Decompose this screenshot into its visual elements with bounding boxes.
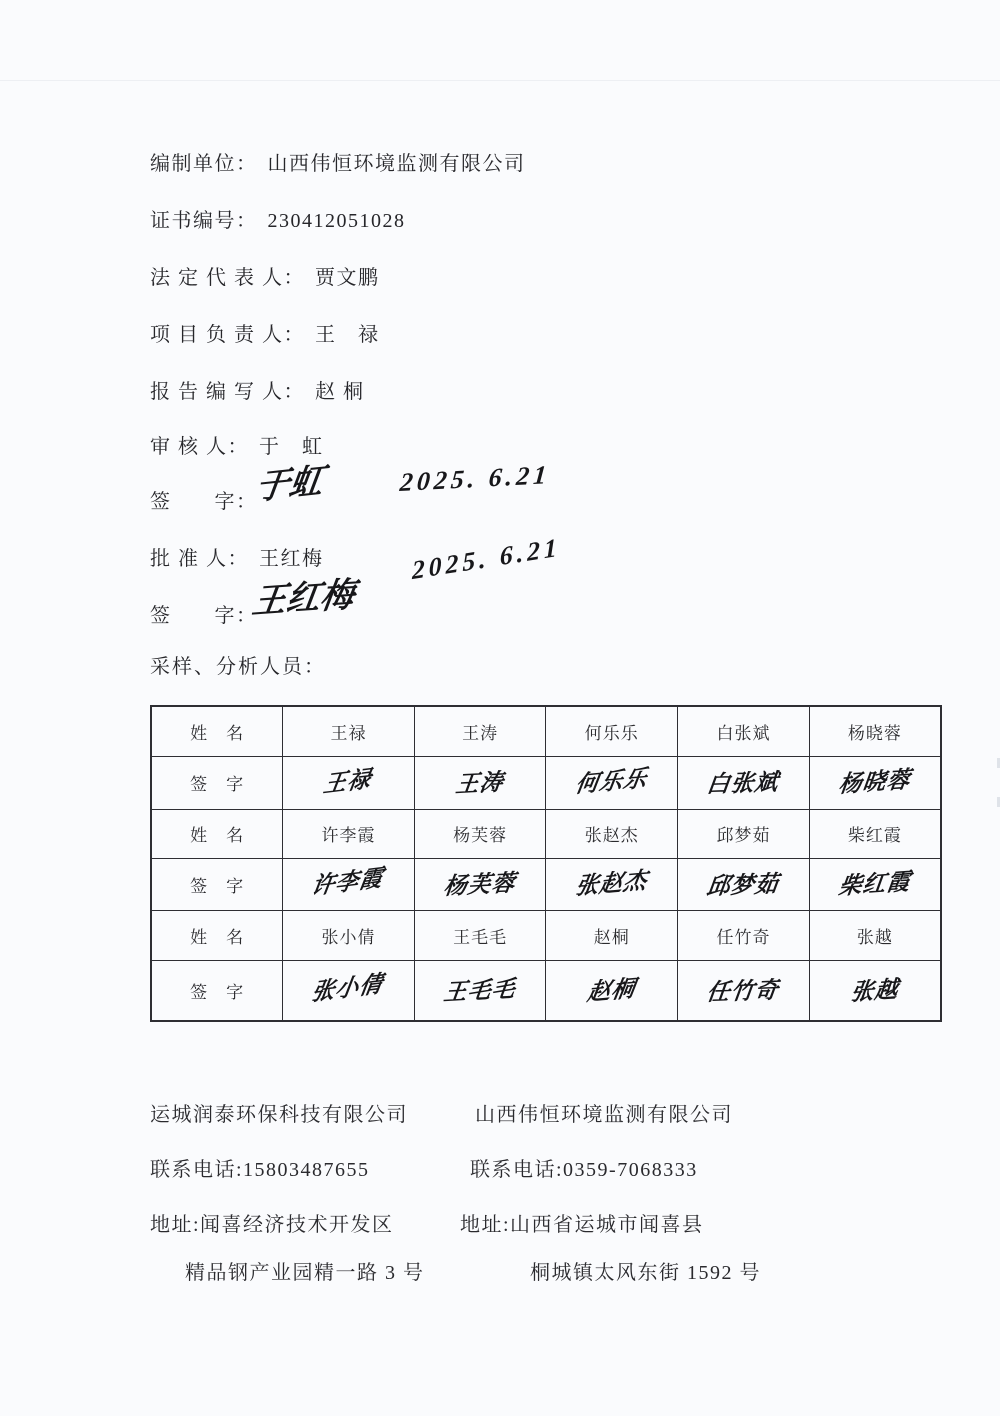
name-cell: 王涛 bbox=[414, 706, 546, 756]
name-cell: 张赵杰 bbox=[546, 809, 678, 858]
row-label-signature: 签 字 bbox=[151, 960, 283, 1021]
footer-right-company: 山西伟恒环境监测有限公司 bbox=[475, 1104, 733, 1126]
signature-handwriting: 杨芙蓉 bbox=[442, 869, 518, 899]
signature-cell bbox=[809, 960, 941, 1021]
reviewer-signature-line bbox=[150, 485, 268, 514]
signature-handwriting: 张赵杰 bbox=[573, 867, 650, 899]
signature-cell bbox=[414, 858, 546, 910]
signature-cell bbox=[283, 756, 415, 809]
row-label-name: 姓 名 bbox=[151, 706, 283, 756]
name-cell: 张小倩 bbox=[283, 910, 415, 960]
approver-signature-handwriting: 王红梅 bbox=[249, 576, 357, 622]
footer-right-address-line1: 地址:山西省运城市闻喜县 bbox=[460, 1214, 704, 1236]
signature-handwriting: 张越 bbox=[849, 976, 901, 1005]
field-label: 批 准 人： bbox=[150, 548, 249, 570]
signature-handwriting: 赵桐 bbox=[585, 975, 638, 1006]
signature-cell bbox=[678, 756, 810, 809]
footer-left-phone: 联系电话:15803487655 bbox=[150, 1159, 370, 1181]
table-row-names-3 bbox=[151, 910, 941, 960]
signature-handwriting: 王禄 bbox=[322, 765, 374, 798]
signature-cell bbox=[809, 858, 941, 910]
signature-handwriting: 白张斌 bbox=[705, 769, 781, 798]
field-label: 审 核 人： bbox=[150, 436, 249, 458]
name-cell: 赵桐 bbox=[546, 910, 678, 960]
name-cell: 王禄 bbox=[283, 706, 415, 756]
signature-handwriting: 任竹奇 bbox=[705, 977, 781, 1005]
scan-seam-line bbox=[0, 80, 1000, 81]
row-label-name: 姓 名 bbox=[151, 809, 283, 858]
field-value: 山西伟恒环境监测有限公司 bbox=[267, 153, 526, 175]
field-label: 签 字： bbox=[150, 605, 258, 627]
signature-handwriting: 王毛毛 bbox=[442, 975, 518, 1005]
field-legal-representative bbox=[150, 261, 380, 290]
name-cell: 张越 bbox=[809, 910, 941, 960]
field-value: 贾文鹏 bbox=[315, 267, 380, 289]
signature-cell bbox=[414, 756, 546, 809]
signature-handwriting: 许李霞 bbox=[310, 864, 386, 899]
name-cell: 许李霞 bbox=[283, 809, 415, 858]
footer-left-address-line2: 精品钢产业园精一路 3 号 bbox=[185, 1262, 425, 1284]
field-value: 赵 桐 bbox=[315, 381, 365, 403]
name-cell: 柴红霞 bbox=[809, 809, 941, 858]
signature-cell bbox=[809, 756, 941, 809]
name-cell: 任竹奇 bbox=[678, 910, 810, 960]
reviewer-signature-date: 2025. 6.21 bbox=[398, 460, 552, 498]
signature-handwriting: 王涛 bbox=[454, 769, 506, 798]
field-certificate-number bbox=[150, 204, 406, 233]
field-project-leader bbox=[150, 318, 380, 347]
signature-handwriting: 张小倩 bbox=[310, 970, 386, 1006]
name-cell: 杨晓蓉 bbox=[809, 706, 941, 756]
approver-signature-date: 2025. 6.21 bbox=[411, 532, 561, 586]
footer-right-phone: 联系电话:0359-7068333 bbox=[470, 1159, 698, 1181]
signature-cell bbox=[678, 960, 810, 1021]
table-row-signatures-3 bbox=[151, 960, 941, 1021]
row-label-signature: 签 字 bbox=[151, 858, 283, 910]
section-title-sampling-personnel: 采样、分析人员： bbox=[150, 656, 326, 678]
name-cell: 白张斌 bbox=[678, 706, 810, 756]
field-label: 法 定 代 表 人： bbox=[150, 267, 305, 289]
table-row-names-1 bbox=[151, 706, 941, 756]
field-report-writer bbox=[150, 375, 365, 404]
signature-handwriting: 何乐乐 bbox=[573, 765, 650, 798]
field-label: 证书编号： bbox=[150, 210, 258, 232]
signature-cell bbox=[283, 858, 415, 910]
field-compiling-unit bbox=[150, 147, 526, 176]
name-cell: 王毛毛 bbox=[414, 910, 546, 960]
signature-handwriting: 柴红霞 bbox=[837, 868, 913, 899]
name-cell: 杨芙蓉 bbox=[414, 809, 546, 858]
table-row-names-2 bbox=[151, 809, 941, 858]
reviewer-signature-handwriting: 于虹 bbox=[252, 462, 326, 508]
signature-cell bbox=[546, 960, 678, 1021]
field-value: 王红梅 bbox=[259, 548, 324, 570]
signature-cell bbox=[283, 960, 415, 1021]
signature-handwriting: 杨晓蓉 bbox=[837, 766, 913, 798]
field-value: 王 禄 bbox=[315, 324, 380, 346]
row-label-signature: 签 字 bbox=[151, 756, 283, 809]
name-cell: 何乐乐 bbox=[546, 706, 678, 756]
field-value: 230412051028 bbox=[267, 210, 406, 232]
row-label-name: 姓 名 bbox=[151, 910, 283, 960]
field-label: 报 告 编 写 人： bbox=[150, 381, 305, 403]
field-label: 编制单位： bbox=[150, 153, 258, 175]
signature-cell bbox=[678, 858, 810, 910]
footer-left-address-line1: 地址:闻喜经济技术开发区 bbox=[150, 1214, 394, 1236]
signature-cell bbox=[546, 858, 678, 910]
name-cell: 邱梦茹 bbox=[678, 809, 810, 858]
field-label: 签 字： bbox=[150, 491, 258, 513]
table-row-signatures-2 bbox=[151, 858, 941, 910]
signature-cell bbox=[546, 756, 678, 809]
signature-handwriting: 邱梦茹 bbox=[705, 870, 781, 899]
footer-right-address-line2: 桐城镇太风东街 1592 号 bbox=[530, 1262, 761, 1284]
signature-cell bbox=[414, 960, 546, 1021]
field-approver bbox=[150, 542, 324, 571]
personnel-table bbox=[150, 705, 942, 1022]
field-value: 于 虹 bbox=[259, 436, 324, 458]
table-row-signatures-1 bbox=[151, 756, 941, 809]
footer-left-company: 运城润泰环保科技有限公司 bbox=[150, 1104, 408, 1126]
field-label: 项 目 负 责 人： bbox=[150, 324, 305, 346]
